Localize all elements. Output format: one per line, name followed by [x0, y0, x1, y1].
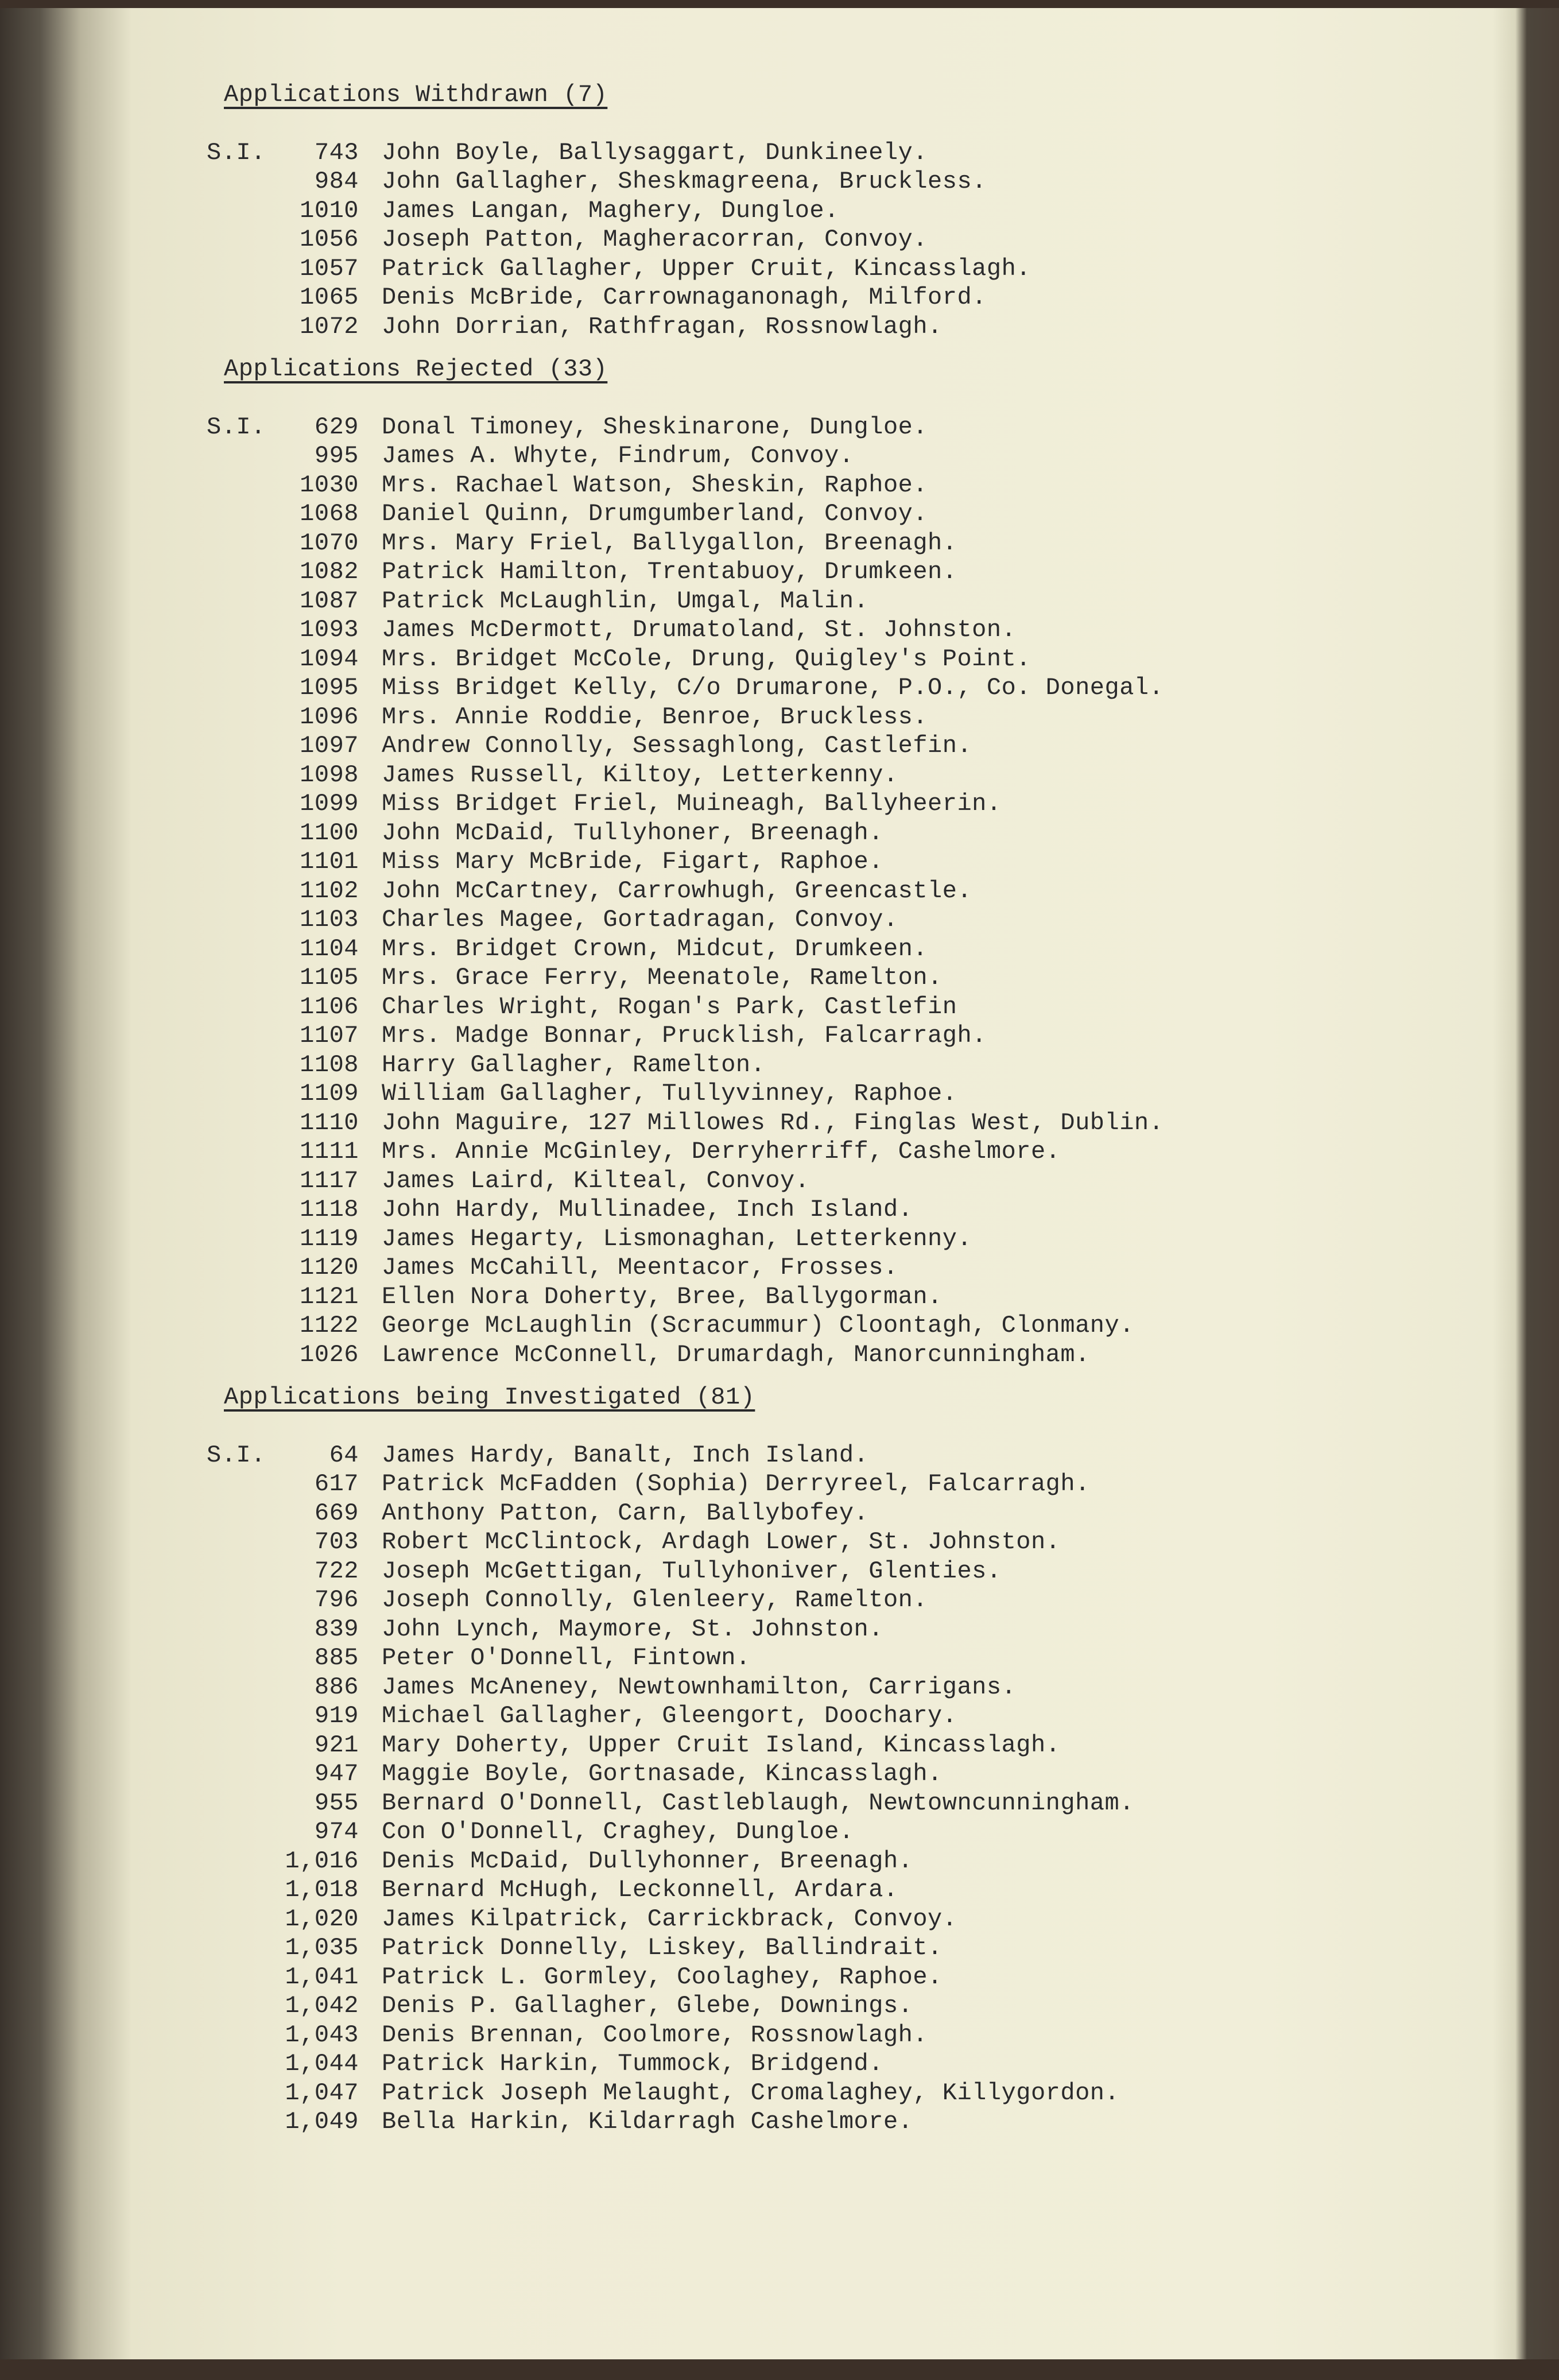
series-prefix — [207, 1991, 270, 2021]
application-number: 1094 — [300, 645, 359, 673]
series-prefix: S.I. — [207, 1441, 266, 1469]
application-number: 629 — [314, 413, 359, 441]
document-body — [207, 80, 1355, 2150]
series-prefix — [207, 1224, 270, 1254]
application-number: 743 — [314, 138, 359, 166]
series-prefix — [207, 1731, 270, 1760]
application-number: 1010 — [300, 196, 359, 224]
list-item — [207, 138, 1355, 168]
applicant-details: James McCahill, Meentacor, Frosses. — [382, 1254, 898, 1281]
series-prefix — [207, 1963, 270, 1992]
series-prefix — [207, 963, 270, 993]
list-item — [207, 1137, 1355, 1166]
application-number: 1108 — [300, 1051, 359, 1079]
application-number: 1057 — [300, 254, 359, 282]
application-number: 1109 — [300, 1080, 359, 1107]
series-prefix — [207, 819, 270, 848]
application-number: 885 — [314, 1644, 359, 1672]
series-prefix — [207, 1875, 270, 1905]
section-heading: Applications Withdrawn (7) — [224, 81, 608, 108]
list-item — [207, 789, 1355, 819]
series-prefix: S.I. — [207, 138, 266, 166]
application-number: 1065 — [300, 284, 359, 311]
list-item — [207, 731, 1355, 761]
applicant-details: Joseph Patton, Magheracorran, Convoy. — [382, 226, 928, 253]
applicant-details: James Russell, Kiltoy, Letterkenny. — [382, 761, 898, 789]
list-item — [207, 1817, 1355, 1847]
applicant-details: John Hardy, Mullinadee, Inch Island. — [382, 1196, 913, 1223]
series-prefix — [207, 529, 270, 558]
list-item — [207, 254, 1355, 284]
series-prefix — [207, 703, 270, 732]
application-number: 1,047 — [285, 2079, 359, 2107]
applicant-details: Ellen Nora Doherty, Bree, Ballygorman. — [382, 1282, 943, 1311]
list-item — [207, 1195, 1355, 1224]
series-prefix: S.I. — [207, 413, 266, 441]
list-item — [207, 1557, 1355, 1586]
series-prefix — [207, 1340, 270, 1370]
applicant-details: James McAneney, Newtownhamilton, Carrigans. — [382, 1673, 1017, 1701]
series-prefix — [207, 1311, 270, 1340]
applicant-details: Patrick McFadden (Sophia) Derryreel, Falcarragh. — [382, 1470, 1090, 1498]
section — [207, 80, 1355, 341]
list-item — [207, 2107, 1355, 2137]
application-number: 1087 — [300, 587, 359, 615]
series-prefix — [207, 1701, 270, 1731]
applicant-details: Mrs. Annie Roddie, Benroe, Bruckless. — [382, 703, 928, 731]
list-item — [207, 1701, 1355, 1731]
applicant-details: John Dorrian, Rathfragan, Rossnowlagh. — [382, 312, 943, 340]
applicant-details: Patrick McLaughlin, Umgal, Malin. — [382, 587, 869, 615]
applicant-details: George McLaughlin (Scracummur) Cloontagh, Clonmany. — [382, 1312, 1134, 1339]
list-item — [207, 1253, 1355, 1282]
list-item — [207, 2049, 1355, 2079]
series-prefix — [207, 1166, 270, 1196]
application-number: 947 — [314, 1760, 359, 1788]
list-item — [207, 1499, 1355, 1528]
applicant-details: Mrs. Bridget McCole, Drung, Quigley's Point. — [382, 645, 1031, 673]
applicant-details: Miss Mary McBride, Figart, Raphoe. — [382, 848, 883, 875]
application-number: 921 — [314, 1731, 359, 1759]
applicant-details: James Laird, Kilteal, Convoy. — [382, 1166, 810, 1195]
series-prefix — [207, 1470, 270, 1499]
top-edge — [0, 0, 1559, 8]
applicant-details: Joseph Connolly, Glenleery, Ramelton. — [382, 1586, 928, 1614]
application-number: 1,016 — [285, 1847, 359, 1875]
list-item — [207, 1933, 1355, 1963]
application-number: 1111 — [300, 1138, 359, 1165]
list-item — [207, 761, 1355, 790]
series-prefix — [207, 312, 270, 342]
series-prefix — [207, 615, 270, 645]
applicant-details: Andrew Connolly, Sessaghlong, Castlefin. — [382, 732, 972, 759]
application-number: 1122 — [300, 1312, 359, 1339]
application-number: 886 — [314, 1673, 359, 1701]
list-item — [207, 2079, 1355, 2108]
applicant-details: James Langan, Maghery, Dungloe. — [382, 196, 839, 224]
applicant-details: Maggie Boyle, Gortnasade, Kincasslagh. — [382, 1760, 943, 1788]
applicant-details: Donal Timoney, Sheskinarone, Dungloe. — [382, 413, 928, 441]
section — [207, 1383, 1355, 2137]
application-number: 1,042 — [285, 1992, 359, 2019]
list-item — [207, 413, 1355, 442]
applicant-details: James A. Whyte, Findrum, Convoy. — [382, 442, 854, 470]
list-item — [207, 1643, 1355, 1673]
series-prefix — [207, 1933, 270, 1963]
application-number: 1,041 — [285, 1963, 359, 1991]
list-item — [207, 1673, 1355, 1702]
applicant-details: Charles Wright, Rogan's Park, Castlefin — [382, 993, 957, 1021]
applicant-details: Mrs. Bridget Crown, Midcut, Drumkeen. — [382, 935, 928, 963]
applicant-details: John Gallagher, Sheskmagreena, Bruckless. — [382, 168, 987, 195]
list-item — [207, 1875, 1355, 1905]
list-item — [207, 645, 1355, 674]
list-item — [207, 1847, 1355, 1876]
series-prefix — [207, 2107, 270, 2137]
series-prefix — [207, 1282, 270, 1312]
list-item — [207, 1470, 1355, 1499]
list-item — [207, 1991, 1355, 2021]
applicant-details: John Maguire, 127 Millowes Rd., Finglas West, Dublin. — [382, 1108, 1164, 1137]
application-number: 984 — [314, 168, 359, 195]
list-item — [207, 673, 1355, 703]
list-item — [207, 1759, 1355, 1789]
applicant-details: James McDermott, Drumatoland, St. Johnston. — [382, 616, 1017, 644]
application-number: 1101 — [300, 848, 359, 875]
application-number: 1119 — [300, 1224, 359, 1253]
application-number: 669 — [314, 1499, 359, 1527]
series-prefix — [207, 1021, 270, 1051]
application-number: 974 — [314, 1818, 359, 1846]
list-item — [207, 1905, 1355, 1934]
list-item — [207, 1789, 1355, 1818]
application-number: 1105 — [300, 964, 359, 991]
series-prefix — [207, 471, 270, 500]
applicant-details: Anthony Patton, Carn, Ballybofey. — [382, 1499, 869, 1527]
list-item — [207, 225, 1355, 254]
series-prefix — [207, 761, 270, 790]
series-prefix — [207, 557, 270, 587]
series-prefix — [207, 283, 270, 312]
series-prefix — [207, 1643, 270, 1673]
applicant-details: Bella Harkin, Kildarragh Cashelmore. — [382, 2108, 913, 2135]
list-item — [207, 993, 1355, 1022]
applicant-details: James Hegarty, Lismonaghan, Letterkenny. — [382, 1224, 972, 1253]
applicant-details: Harry Gallagher, Ramelton. — [382, 1051, 766, 1079]
series-prefix — [207, 993, 270, 1022]
applicant-details: James Kilpatrick, Carrickbrack, Convoy. — [382, 1905, 957, 1933]
series-prefix — [207, 1817, 270, 1847]
list-item — [207, 587, 1355, 616]
applicant-details: Mrs. Mary Friel, Ballygallon, Breenagh. — [382, 529, 957, 557]
applicant-details: Denis P. Gallagher, Glebe, Downings. — [382, 1992, 913, 2019]
application-number: 1,035 — [285, 1934, 359, 1962]
applicant-details: Patrick L. Gormley, Coolaghey, Raphoe. — [382, 1963, 943, 1991]
list-item — [207, 1051, 1355, 1080]
application-number: 1093 — [300, 616, 359, 644]
list-item — [207, 877, 1355, 906]
series-prefix — [207, 167, 270, 196]
list-item — [207, 905, 1355, 935]
application-number: 64 — [329, 1441, 359, 1469]
series-prefix — [207, 254, 270, 284]
series-prefix — [207, 2079, 270, 2108]
application-number: 1096 — [300, 703, 359, 731]
application-number: 955 — [314, 1789, 359, 1817]
bottom-edge — [0, 2359, 1559, 2380]
series-prefix — [207, 1108, 270, 1138]
list-item — [207, 1963, 1355, 1992]
application-number: 1102 — [300, 877, 359, 905]
series-prefix — [207, 905, 270, 935]
series-prefix — [207, 673, 270, 703]
application-number: 722 — [314, 1557, 359, 1585]
applicant-details: John Boyle, Ballysaggart, Dunkineely. — [382, 138, 928, 166]
applicant-details: James Hardy, Banalt, Inch Island. — [382, 1441, 869, 1469]
applicant-details: Mary Doherty, Upper Cruit Island, Kincasslagh. — [382, 1731, 1061, 1759]
section-heading: Applications Rejected (33) — [224, 355, 608, 383]
series-prefix — [207, 645, 270, 674]
series-prefix — [207, 2049, 270, 2079]
series-prefix — [207, 2021, 270, 2050]
application-number: 919 — [314, 1702, 359, 1730]
list-item — [207, 1166, 1355, 1196]
applicant-details: Michael Gallagher, Gleengort, Doochary. — [382, 1702, 957, 1730]
series-prefix — [207, 1615, 270, 1644]
application-number: 1120 — [300, 1254, 359, 1281]
series-prefix — [207, 1847, 270, 1876]
application-number: 839 — [314, 1615, 359, 1643]
series-prefix — [207, 196, 270, 226]
list-item — [207, 963, 1355, 993]
applicant-details: Con O'Donnell, Craghey, Dungloe. — [382, 1818, 854, 1846]
series-prefix — [207, 441, 270, 471]
application-number: 617 — [314, 1470, 359, 1498]
series-prefix — [207, 1759, 270, 1789]
section — [207, 355, 1355, 1369]
application-number: 1082 — [300, 558, 359, 586]
application-number: 1098 — [300, 761, 359, 789]
list-item — [207, 196, 1355, 226]
list-item — [207, 1224, 1355, 1254]
application-number: 1095 — [300, 674, 359, 701]
application-number: 1110 — [300, 1108, 359, 1137]
series-prefix — [207, 1253, 270, 1282]
list-item — [207, 1731, 1355, 1760]
list-item — [207, 2021, 1355, 2050]
application-number: 703 — [314, 1528, 359, 1556]
applicant-details: Patrick Joseph Melaught, Cromalaghey, Killygordon. — [382, 2079, 1120, 2107]
application-number: 1107 — [300, 1022, 359, 1049]
applicant-details: Denis Brennan, Coolmore, Rossnowlagh. — [382, 2021, 928, 2049]
applicant-details: Bernard O'Donnell, Castleblaugh, Newtowncunningham. — [382, 1789, 1134, 1817]
series-prefix — [207, 789, 270, 819]
application-number: 1,043 — [285, 2021, 359, 2049]
list-item — [207, 471, 1355, 500]
series-prefix — [207, 1789, 270, 1818]
series-prefix — [207, 225, 270, 254]
section-heading: Applications being Investigated (81) — [224, 1383, 755, 1411]
applicant-details: Charles Magee, Gortadragan, Convoy. — [382, 906, 898, 933]
list-item — [207, 615, 1355, 645]
applicant-details: Mrs. Madge Bonnar, Prucklish, Falcarragh. — [382, 1022, 987, 1049]
series-prefix — [207, 1586, 270, 1615]
application-number: 1056 — [300, 226, 359, 253]
applicant-details: John Lynch, Maymore, St. Johnston. — [382, 1615, 883, 1643]
series-prefix — [207, 1051, 270, 1080]
list-item — [207, 441, 1355, 471]
applicant-details: Bernard McHugh, Leckonnell, Ardara. — [382, 1876, 898, 1904]
application-number: 1121 — [300, 1282, 359, 1311]
list-item — [207, 312, 1355, 342]
list-item — [207, 1021, 1355, 1051]
application-number: 1072 — [300, 312, 359, 340]
series-prefix — [207, 1195, 270, 1224]
list-item — [207, 1615, 1355, 1644]
list-item — [207, 1586, 1355, 1615]
applicant-details: Peter O'Donnell, Fintown. — [382, 1644, 751, 1672]
applicant-details: Mrs. Annie McGinley, Derryherriff, Cashelmore. — [382, 1138, 1061, 1165]
applicant-details: Patrick Donnelly, Liskey, Ballindrait. — [382, 1934, 943, 1962]
series-prefix — [207, 935, 270, 964]
series-prefix — [207, 587, 270, 616]
application-number: 1103 — [300, 906, 359, 933]
list-item — [207, 1282, 1355, 1312]
application-number: 1118 — [300, 1196, 359, 1223]
applicant-details: John McDaid, Tullyhoner, Breenagh. — [382, 819, 883, 847]
application-number: 1068 — [300, 500, 359, 528]
list-item — [207, 1108, 1355, 1138]
application-number: 1,049 — [285, 2108, 359, 2135]
list-item — [207, 529, 1355, 558]
applicant-details: Daniel Quinn, Drumgumberland, Convoy. — [382, 500, 928, 528]
application-number: 1,018 — [285, 1876, 359, 1904]
list-item — [207, 1528, 1355, 1557]
application-number: 1030 — [300, 471, 359, 499]
series-prefix — [207, 499, 270, 529]
application-number: 1,044 — [285, 2050, 359, 2077]
applicant-details: Denis McDaid, Dullyhonner, Breenagh. — [382, 1847, 913, 1875]
applicant-details: Lawrence McConnell, Drumardagh, Manorcunningham. — [382, 1340, 1090, 1369]
application-number: 1104 — [300, 935, 359, 963]
series-prefix — [207, 731, 270, 761]
application-number: 1099 — [300, 790, 359, 817]
applicant-details: Joseph McGettigan, Tullyhoniver, Glenties. — [382, 1557, 1002, 1585]
list-item — [207, 283, 1355, 312]
application-number: 995 — [314, 442, 359, 470]
list-item — [207, 557, 1355, 587]
application-number: 1026 — [300, 1340, 359, 1369]
series-prefix — [207, 1137, 270, 1166]
list-item — [207, 1079, 1355, 1108]
list-item — [207, 167, 1355, 196]
list-item — [207, 1340, 1355, 1370]
list-item — [207, 819, 1355, 848]
application-number: 1117 — [300, 1166, 359, 1195]
series-prefix — [207, 1673, 270, 1702]
applicant-details: William Gallagher, Tullyvinney, Raphoe. — [382, 1080, 957, 1107]
series-prefix — [207, 877, 270, 906]
list-item — [207, 499, 1355, 529]
series-prefix — [207, 1557, 270, 1586]
applicant-details: Miss Bridget Friel, Muineagh, Ballyheerin. — [382, 790, 1002, 817]
applicant-details: Miss Bridget Kelly, C/o Drumarone, P.O., Co. Donegal. — [382, 674, 1164, 701]
series-prefix — [207, 1079, 270, 1108]
application-number: 1106 — [300, 993, 359, 1021]
applicant-details: Denis McBride, Carrownaganonagh, Milford. — [382, 284, 987, 311]
application-number: 1,020 — [285, 1905, 359, 1933]
list-item — [207, 703, 1355, 732]
applicant-details: John McCartney, Carrowhugh, Greencastle. — [382, 877, 972, 905]
applicant-details: Mrs. Rachael Watson, Sheskin, Raphoe. — [382, 471, 928, 499]
application-number: 1070 — [300, 529, 359, 557]
application-number: 796 — [314, 1586, 359, 1614]
applicant-details: Patrick Hamilton, Trentabuoy, Drumkeen. — [382, 558, 957, 586]
series-prefix — [207, 1499, 270, 1528]
applicant-details: Robert McClintock, Ardagh Lower, St. Johnston. — [382, 1528, 1061, 1556]
applicant-details: Patrick Harkin, Tummock, Bridgend. — [382, 2050, 883, 2077]
list-item — [207, 847, 1355, 877]
application-number: 1097 — [300, 732, 359, 759]
application-number: 1100 — [300, 819, 359, 847]
series-prefix — [207, 847, 270, 877]
list-item — [207, 1311, 1355, 1340]
applicant-details: Mrs. Grace Ferry, Meenatole, Ramelton. — [382, 964, 943, 991]
series-prefix — [207, 1528, 270, 1557]
list-item — [207, 935, 1355, 964]
applicant-details: Patrick Gallagher, Upper Cruit, Kincasslagh. — [382, 254, 1031, 282]
series-prefix — [207, 1905, 270, 1934]
list-item — [207, 1441, 1355, 1470]
